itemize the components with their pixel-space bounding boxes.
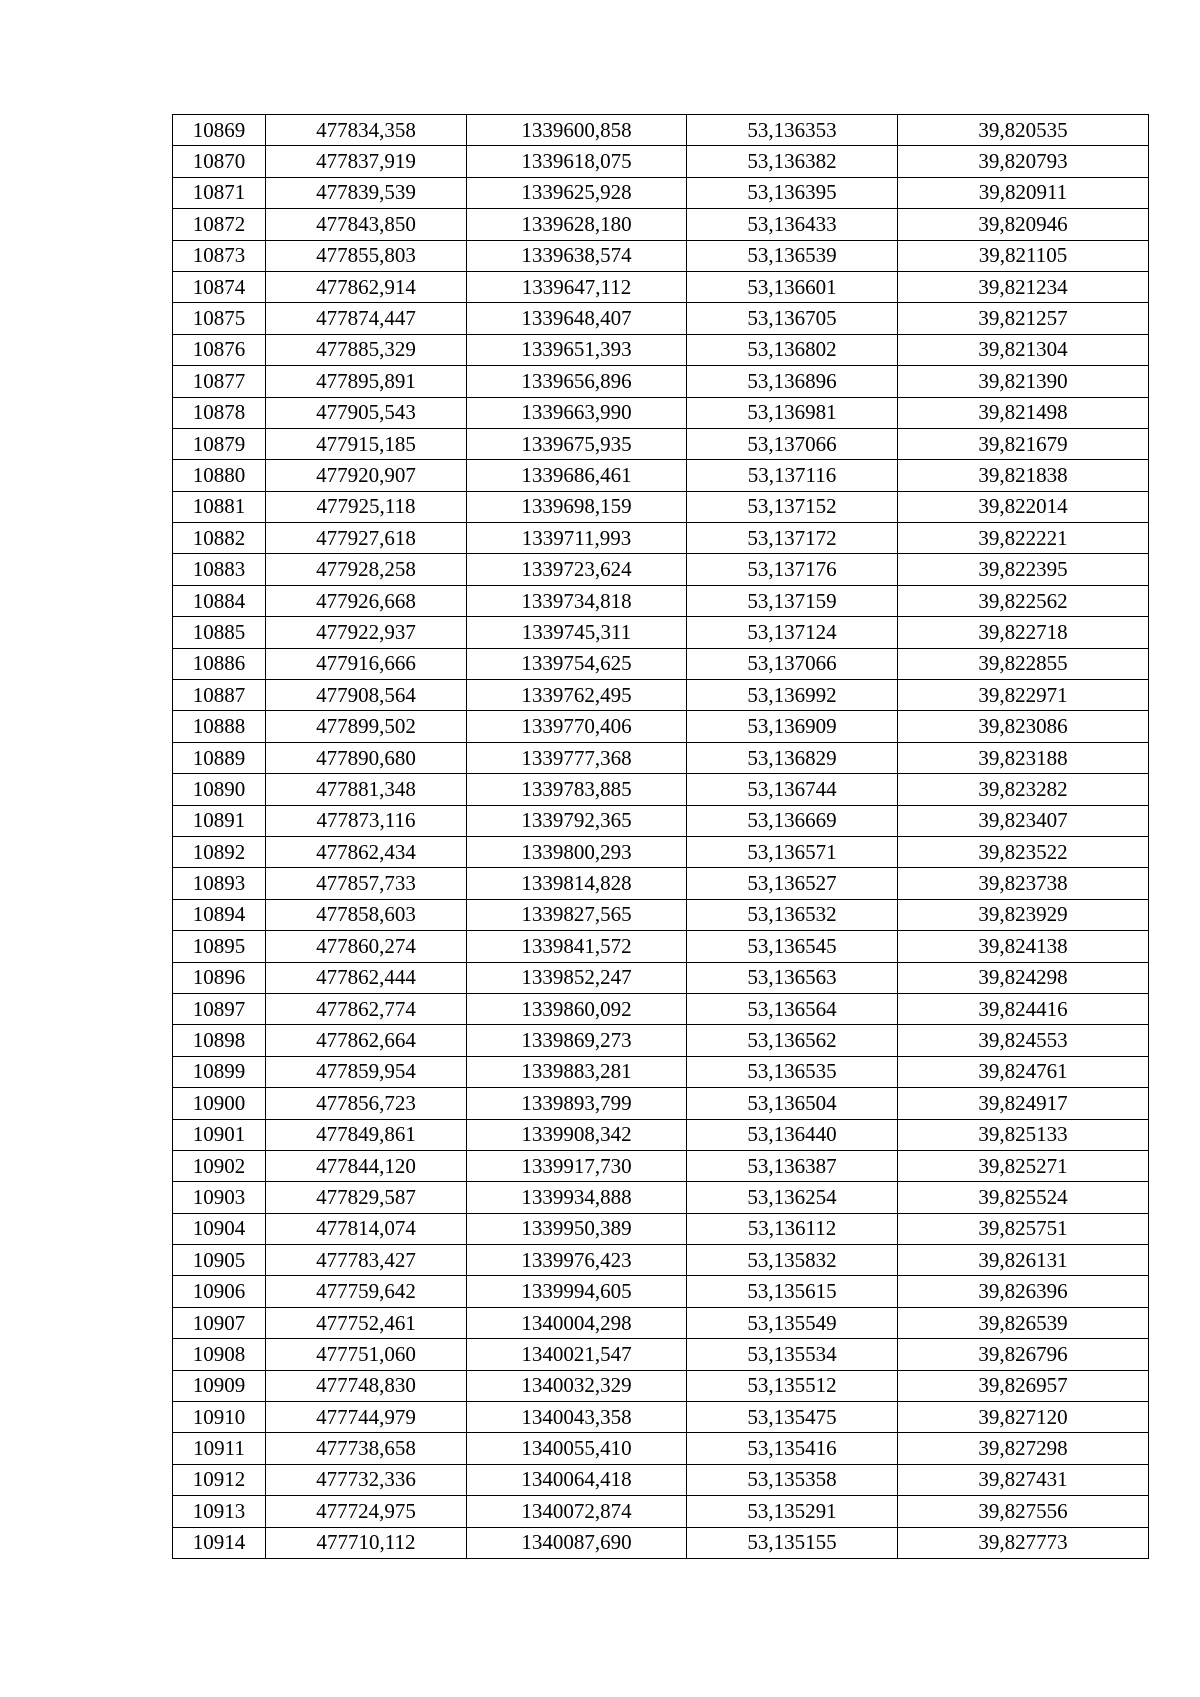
y-coordinate-cell: 1340087,690: [467, 1527, 687, 1558]
x-coordinate-cell: 477844,120: [266, 1150, 467, 1181]
y-coordinate-cell: 1340032,329: [467, 1370, 687, 1401]
longitude-cell: 39,827773: [898, 1527, 1149, 1558]
y-coordinate-cell: 1339638,574: [467, 240, 687, 271]
x-coordinate-cell: 477710,112: [266, 1527, 467, 1558]
table-row: [173, 1088, 1149, 1119]
point-number-cell: 10913: [173, 1496, 266, 1527]
longitude-cell: 39,826796: [898, 1339, 1149, 1370]
point-number-cell: 10896: [173, 962, 266, 993]
y-coordinate-cell: 1339814,828: [467, 868, 687, 899]
table-row: [173, 836, 1149, 867]
x-coordinate-cell: 477744,979: [266, 1402, 467, 1433]
y-coordinate-cell: 1340021,547: [467, 1339, 687, 1370]
latitude-cell: 53,136382: [687, 146, 898, 177]
latitude-cell: 53,136112: [687, 1213, 898, 1244]
y-coordinate-cell: 1339934,888: [467, 1182, 687, 1213]
table-row: [173, 115, 1149, 146]
latitude-cell: 53,137116: [687, 460, 898, 491]
latitude-cell: 53,136669: [687, 805, 898, 836]
table-row: [173, 1339, 1149, 1370]
y-coordinate-cell: 1339675,935: [467, 428, 687, 459]
table-row: [173, 648, 1149, 679]
point-number-cell: 10905: [173, 1245, 266, 1276]
table-row: [173, 554, 1149, 585]
latitude-cell: 53,135155: [687, 1527, 898, 1558]
latitude-cell: 53,137066: [687, 648, 898, 679]
table-row: [173, 805, 1149, 836]
table-row: [173, 680, 1149, 711]
latitude-cell: 53,135416: [687, 1433, 898, 1464]
longitude-cell: 39,823086: [898, 711, 1149, 742]
latitude-cell: 53,136829: [687, 742, 898, 773]
table-row: [173, 774, 1149, 805]
point-number-cell: 10879: [173, 428, 266, 459]
longitude-cell: 39,822855: [898, 648, 1149, 679]
x-coordinate-cell: 477829,587: [266, 1182, 467, 1213]
y-coordinate-cell: 1340004,298: [467, 1307, 687, 1338]
point-number-cell: 10910: [173, 1402, 266, 1433]
point-number-cell: 10909: [173, 1370, 266, 1401]
table-row: [173, 334, 1149, 365]
longitude-cell: 39,822971: [898, 680, 1149, 711]
longitude-cell: 39,823929: [898, 899, 1149, 930]
y-coordinate-cell: 1339908,342: [467, 1119, 687, 1150]
longitude-cell: 39,823188: [898, 742, 1149, 773]
longitude-cell: 39,824298: [898, 962, 1149, 993]
x-coordinate-cell: 477925,118: [266, 491, 467, 522]
latitude-cell: 53,136535: [687, 1056, 898, 1087]
table-row: [173, 397, 1149, 428]
x-coordinate-cell: 477908,564: [266, 680, 467, 711]
longitude-cell: 39,821304: [898, 334, 1149, 365]
y-coordinate-cell: 1339686,461: [467, 460, 687, 491]
x-coordinate-cell: 477874,447: [266, 303, 467, 334]
longitude-cell: 39,826539: [898, 1307, 1149, 1338]
x-coordinate-cell: 477859,954: [266, 1056, 467, 1087]
y-coordinate-cell: 1339869,273: [467, 1025, 687, 1056]
x-coordinate-cell: 477752,461: [266, 1307, 467, 1338]
latitude-cell: 53,137159: [687, 585, 898, 616]
longitude-cell: 39,823282: [898, 774, 1149, 805]
longitude-cell: 39,824138: [898, 931, 1149, 962]
y-coordinate-cell: 1339950,389: [467, 1213, 687, 1244]
latitude-cell: 53,136353: [687, 115, 898, 146]
point-number-cell: 10870: [173, 146, 266, 177]
x-coordinate-cell: 477890,680: [266, 742, 467, 773]
point-number-cell: 10878: [173, 397, 266, 428]
table-row: [173, 523, 1149, 554]
table-row: [173, 1370, 1149, 1401]
table-row: [173, 742, 1149, 773]
y-coordinate-cell: 1339883,281: [467, 1056, 687, 1087]
x-coordinate-cell: 477881,348: [266, 774, 467, 805]
table-row: [173, 1402, 1149, 1433]
x-coordinate-cell: 477856,723: [266, 1088, 467, 1119]
x-coordinate-cell: 477814,074: [266, 1213, 467, 1244]
table-row: [173, 1182, 1149, 1213]
longitude-cell: 39,827298: [898, 1433, 1149, 1464]
longitude-cell: 39,824416: [898, 993, 1149, 1024]
latitude-cell: 53,136539: [687, 240, 898, 271]
point-number-cell: 10894: [173, 899, 266, 930]
point-number-cell: 10911: [173, 1433, 266, 1464]
point-number-cell: 10900: [173, 1088, 266, 1119]
point-number-cell: 10899: [173, 1056, 266, 1087]
coordinates-table: [172, 114, 1149, 1559]
y-coordinate-cell: 1339770,406: [467, 711, 687, 742]
point-number-cell: 10875: [173, 303, 266, 334]
latitude-cell: 53,137152: [687, 491, 898, 522]
longitude-cell: 39,825133: [898, 1119, 1149, 1150]
longitude-cell: 39,821679: [898, 428, 1149, 459]
longitude-cell: 39,820535: [898, 115, 1149, 146]
latitude-cell: 53,135291: [687, 1496, 898, 1527]
point-number-cell: 10907: [173, 1307, 266, 1338]
latitude-cell: 53,135615: [687, 1276, 898, 1307]
longitude-cell: 39,820793: [898, 146, 1149, 177]
longitude-cell: 39,821838: [898, 460, 1149, 491]
point-number-cell: 10897: [173, 993, 266, 1024]
table-row: [173, 1025, 1149, 1056]
latitude-cell: 53,136992: [687, 680, 898, 711]
y-coordinate-cell: 1339841,572: [467, 931, 687, 962]
latitude-cell: 53,137124: [687, 617, 898, 648]
longitude-cell: 39,823522: [898, 836, 1149, 867]
latitude-cell: 53,136909: [687, 711, 898, 742]
x-coordinate-cell: 477783,427: [266, 1245, 467, 1276]
x-coordinate-cell: 477849,861: [266, 1119, 467, 1150]
point-number-cell: 10873: [173, 240, 266, 271]
latitude-cell: 53,135534: [687, 1339, 898, 1370]
longitude-cell: 39,827556: [898, 1496, 1149, 1527]
x-coordinate-cell: 477858,603: [266, 899, 467, 930]
longitude-cell: 39,824553: [898, 1025, 1149, 1056]
y-coordinate-cell: 1339698,159: [467, 491, 687, 522]
longitude-cell: 39,826957: [898, 1370, 1149, 1401]
table-row: [173, 1213, 1149, 1244]
table-row: [173, 271, 1149, 302]
x-coordinate-cell: 477724,975: [266, 1496, 467, 1527]
point-number-cell: 10882: [173, 523, 266, 554]
x-coordinate-cell: 477837,919: [266, 146, 467, 177]
latitude-cell: 53,135549: [687, 1307, 898, 1338]
x-coordinate-cell: 477862,774: [266, 993, 467, 1024]
table-row: [173, 1056, 1149, 1087]
longitude-cell: 39,822562: [898, 585, 1149, 616]
longitude-cell: 39,827120: [898, 1402, 1149, 1433]
y-coordinate-cell: 1339976,423: [467, 1245, 687, 1276]
longitude-cell: 39,821105: [898, 240, 1149, 271]
longitude-cell: 39,822395: [898, 554, 1149, 585]
point-number-cell: 10901: [173, 1119, 266, 1150]
latitude-cell: 53,136802: [687, 334, 898, 365]
table-row: [173, 177, 1149, 208]
point-number-cell: 10886: [173, 648, 266, 679]
point-number-cell: 10892: [173, 836, 266, 867]
point-number-cell: 10914: [173, 1527, 266, 1558]
point-number-cell: 10874: [173, 271, 266, 302]
longitude-cell: 39,820911: [898, 177, 1149, 208]
y-coordinate-cell: 1340055,410: [467, 1433, 687, 1464]
latitude-cell: 53,137172: [687, 523, 898, 554]
x-coordinate-cell: 477885,329: [266, 334, 467, 365]
latitude-cell: 53,136563: [687, 962, 898, 993]
point-number-cell: 10908: [173, 1339, 266, 1370]
table-row: [173, 617, 1149, 648]
y-coordinate-cell: 1339625,928: [467, 177, 687, 208]
latitude-cell: 53,136387: [687, 1150, 898, 1181]
table-row: [173, 240, 1149, 271]
x-coordinate-cell: 477899,502: [266, 711, 467, 742]
latitude-cell: 53,136395: [687, 177, 898, 208]
x-coordinate-cell: 477905,543: [266, 397, 467, 428]
longitude-cell: 39,821498: [898, 397, 1149, 428]
latitude-cell: 53,136564: [687, 993, 898, 1024]
latitude-cell: 53,136571: [687, 836, 898, 867]
longitude-cell: 39,822221: [898, 523, 1149, 554]
latitude-cell: 53,136504: [687, 1088, 898, 1119]
point-number-cell: 10885: [173, 617, 266, 648]
table-row: [173, 1119, 1149, 1150]
longitude-cell: 39,826131: [898, 1245, 1149, 1276]
point-number-cell: 10881: [173, 491, 266, 522]
x-coordinate-cell: 477922,937: [266, 617, 467, 648]
y-coordinate-cell: 1339754,625: [467, 648, 687, 679]
x-coordinate-cell: 477855,803: [266, 240, 467, 271]
y-coordinate-cell: 1339734,818: [467, 585, 687, 616]
point-number-cell: 10869: [173, 115, 266, 146]
y-coordinate-cell: 1339663,990: [467, 397, 687, 428]
point-number-cell: 10871: [173, 177, 266, 208]
x-coordinate-cell: 477873,116: [266, 805, 467, 836]
longitude-cell: 39,824917: [898, 1088, 1149, 1119]
table-row: [173, 1527, 1149, 1558]
x-coordinate-cell: 477915,185: [266, 428, 467, 459]
latitude-cell: 53,135358: [687, 1464, 898, 1495]
table-row: [173, 899, 1149, 930]
table-row: [173, 1464, 1149, 1495]
y-coordinate-cell: 1339860,092: [467, 993, 687, 1024]
point-number-cell: 10891: [173, 805, 266, 836]
table-row: [173, 585, 1149, 616]
latitude-cell: 53,136527: [687, 868, 898, 899]
x-coordinate-cell: 477843,850: [266, 209, 467, 240]
table-row: [173, 1433, 1149, 1464]
table-row: [173, 931, 1149, 962]
x-coordinate-cell: 477928,258: [266, 554, 467, 585]
y-coordinate-cell: 1339656,896: [467, 366, 687, 397]
latitude-cell: 53,136254: [687, 1182, 898, 1213]
longitude-cell: 39,821390: [898, 366, 1149, 397]
table-row: [173, 460, 1149, 491]
table-row: [173, 209, 1149, 240]
point-number-cell: 10884: [173, 585, 266, 616]
table-row: [173, 962, 1149, 993]
y-coordinate-cell: 1339762,495: [467, 680, 687, 711]
y-coordinate-cell: 1339777,368: [467, 742, 687, 773]
point-number-cell: 10903: [173, 1182, 266, 1213]
latitude-cell: 53,136545: [687, 931, 898, 962]
longitude-cell: 39,825751: [898, 1213, 1149, 1244]
point-number-cell: 10887: [173, 680, 266, 711]
latitude-cell: 53,136744: [687, 774, 898, 805]
table-row: [173, 491, 1149, 522]
longitude-cell: 39,821257: [898, 303, 1149, 334]
point-number-cell: 10902: [173, 1150, 266, 1181]
latitude-cell: 53,136532: [687, 899, 898, 930]
y-coordinate-cell: 1339893,799: [467, 1088, 687, 1119]
x-coordinate-cell: 477862,434: [266, 836, 467, 867]
longitude-cell: 39,823407: [898, 805, 1149, 836]
x-coordinate-cell: 477738,658: [266, 1433, 467, 1464]
table-row: [173, 366, 1149, 397]
point-number-cell: 10906: [173, 1276, 266, 1307]
y-coordinate-cell: 1339600,858: [467, 115, 687, 146]
y-coordinate-cell: 1340064,418: [467, 1464, 687, 1495]
table-row: [173, 993, 1149, 1024]
longitude-cell: 39,823738: [898, 868, 1149, 899]
x-coordinate-cell: 477759,642: [266, 1276, 467, 1307]
point-number-cell: 10889: [173, 742, 266, 773]
table-row: [173, 428, 1149, 459]
latitude-cell: 53,135832: [687, 1245, 898, 1276]
point-number-cell: 10893: [173, 868, 266, 899]
latitude-cell: 53,136981: [687, 397, 898, 428]
latitude-cell: 53,137066: [687, 428, 898, 459]
coordinates-table-body: [173, 115, 1149, 1559]
y-coordinate-cell: 1339800,293: [467, 836, 687, 867]
table-row: [173, 1245, 1149, 1276]
table-row: [173, 1276, 1149, 1307]
longitude-cell: 39,825524: [898, 1182, 1149, 1213]
point-number-cell: 10904: [173, 1213, 266, 1244]
point-number-cell: 10888: [173, 711, 266, 742]
x-coordinate-cell: 477920,907: [266, 460, 467, 491]
y-coordinate-cell: 1340072,874: [467, 1496, 687, 1527]
y-coordinate-cell: 1339647,112: [467, 271, 687, 302]
y-coordinate-cell: 1339852,247: [467, 962, 687, 993]
table-row: [173, 711, 1149, 742]
y-coordinate-cell: 1339711,993: [467, 523, 687, 554]
y-coordinate-cell: 1339648,407: [467, 303, 687, 334]
latitude-cell: 53,136705: [687, 303, 898, 334]
y-coordinate-cell: 1339723,624: [467, 554, 687, 585]
x-coordinate-cell: 477748,830: [266, 1370, 467, 1401]
y-coordinate-cell: 1339827,565: [467, 899, 687, 930]
longitude-cell: 39,827431: [898, 1464, 1149, 1495]
x-coordinate-cell: 477839,539: [266, 177, 467, 208]
point-number-cell: 10895: [173, 931, 266, 962]
y-coordinate-cell: 1339628,180: [467, 209, 687, 240]
y-coordinate-cell: 1339994,605: [467, 1276, 687, 1307]
latitude-cell: 53,135512: [687, 1370, 898, 1401]
y-coordinate-cell: 1340043,358: [467, 1402, 687, 1433]
x-coordinate-cell: 477862,444: [266, 962, 467, 993]
x-coordinate-cell: 477927,618: [266, 523, 467, 554]
x-coordinate-cell: 477834,358: [266, 115, 467, 146]
longitude-cell: 39,821234: [898, 271, 1149, 302]
point-number-cell: 10883: [173, 554, 266, 585]
point-number-cell: 10898: [173, 1025, 266, 1056]
y-coordinate-cell: 1339618,075: [467, 146, 687, 177]
table-row: [173, 868, 1149, 899]
point-number-cell: 10912: [173, 1464, 266, 1495]
longitude-cell: 39,826396: [898, 1276, 1149, 1307]
table-row: [173, 1307, 1149, 1338]
latitude-cell: 53,136896: [687, 366, 898, 397]
y-coordinate-cell: 1339792,365: [467, 805, 687, 836]
y-coordinate-cell: 1339745,311: [467, 617, 687, 648]
latitude-cell: 53,136433: [687, 209, 898, 240]
table-row: [173, 1150, 1149, 1181]
x-coordinate-cell: 477857,733: [266, 868, 467, 899]
point-number-cell: 10876: [173, 334, 266, 365]
longitude-cell: 39,824761: [898, 1056, 1149, 1087]
latitude-cell: 53,137176: [687, 554, 898, 585]
point-number-cell: 10872: [173, 209, 266, 240]
longitude-cell: 39,820946: [898, 209, 1149, 240]
point-number-cell: 10877: [173, 366, 266, 397]
latitude-cell: 53,136440: [687, 1119, 898, 1150]
latitude-cell: 53,135475: [687, 1402, 898, 1433]
y-coordinate-cell: 1339651,393: [467, 334, 687, 365]
x-coordinate-cell: 477860,274: [266, 931, 467, 962]
y-coordinate-cell: 1339917,730: [467, 1150, 687, 1181]
table-row: [173, 146, 1149, 177]
point-number-cell: 10890: [173, 774, 266, 805]
longitude-cell: 39,822718: [898, 617, 1149, 648]
x-coordinate-cell: 477862,914: [266, 271, 467, 302]
x-coordinate-cell: 477895,891: [266, 366, 467, 397]
table-row: [173, 303, 1149, 334]
x-coordinate-cell: 477732,336: [266, 1464, 467, 1495]
x-coordinate-cell: 477926,668: [266, 585, 467, 616]
x-coordinate-cell: 477862,664: [266, 1025, 467, 1056]
point-number-cell: 10880: [173, 460, 266, 491]
x-coordinate-cell: 477916,666: [266, 648, 467, 679]
latitude-cell: 53,136601: [687, 271, 898, 302]
longitude-cell: 39,822014: [898, 491, 1149, 522]
x-coordinate-cell: 477751,060: [266, 1339, 467, 1370]
latitude-cell: 53,136562: [687, 1025, 898, 1056]
table-row: [173, 1496, 1149, 1527]
longitude-cell: 39,825271: [898, 1150, 1149, 1181]
y-coordinate-cell: 1339783,885: [467, 774, 687, 805]
